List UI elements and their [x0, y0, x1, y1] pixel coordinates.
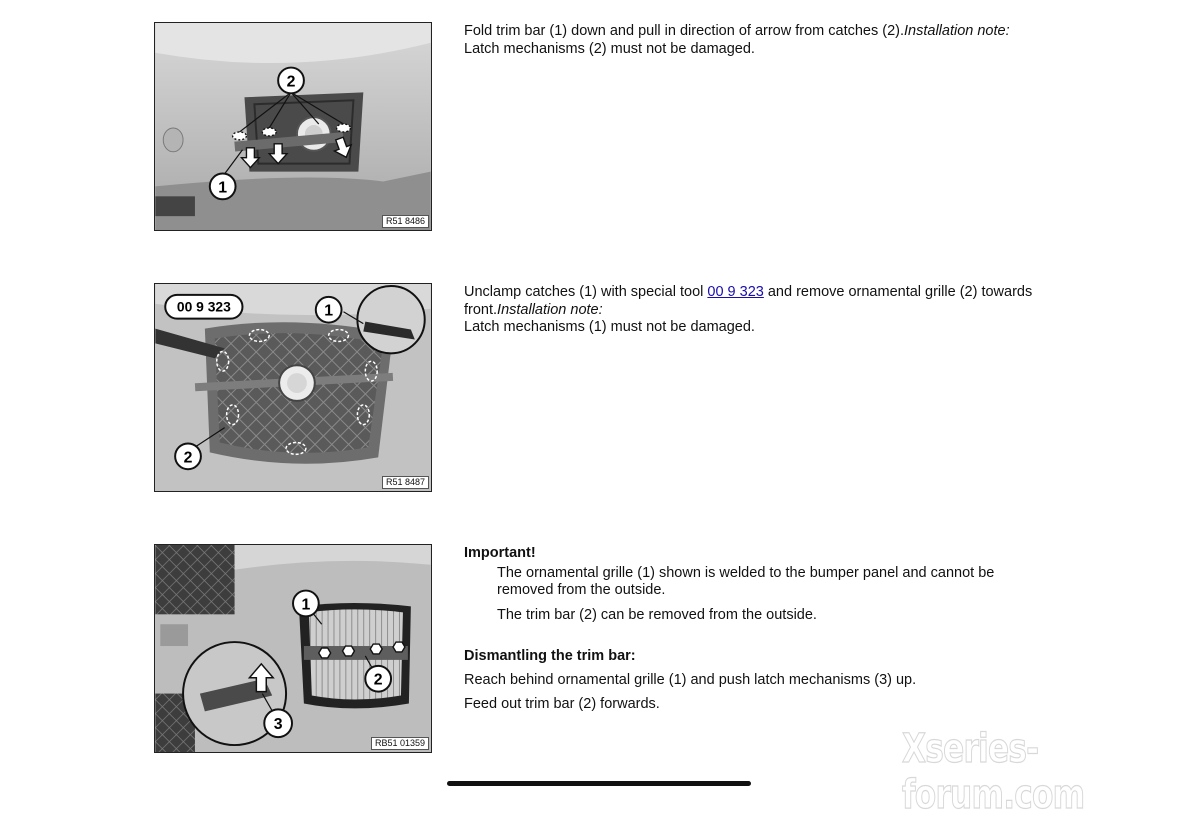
important-label: Important!	[464, 545, 536, 561]
callout-1-label: 1	[301, 596, 311, 614]
step-1-note: Latch mechanisms (2) must not be damaged.	[464, 40, 755, 57]
figure-trim-bar-illustration	[155, 23, 431, 230]
callout-2-label: 2	[286, 73, 296, 91]
step-1-main: Fold trim bar (1) down and pull in direction of arrow from catches (2).	[464, 23, 905, 39]
installation-note-label: Installation note:	[497, 301, 603, 318]
special-tool-link[interactable]: 00 9 323	[707, 284, 764, 300]
site-watermark: Xseries-forum.com	[902, 726, 1085, 818]
figure-grille-illustration	[155, 284, 431, 491]
important-line-1: The ornamental grille (1) shown is welded to the bumper panel and cannot be removed from the outside.	[497, 564, 995, 598]
callout-1-label: 1	[324, 302, 334, 320]
figure-code: R51 8487	[382, 476, 429, 489]
step-3-text	[464, 545, 1054, 714]
callout-3-label: 3	[273, 716, 283, 734]
home-indicator[interactable]	[447, 781, 751, 786]
tool-callout-label: 00 9 323	[176, 298, 231, 315]
figure-latch	[154, 544, 432, 753]
figure-trim-bar	[154, 22, 432, 231]
step-1-instruction	[464, 23, 1054, 41]
callout-2-label: 2	[373, 671, 383, 689]
figure-grille	[154, 283, 432, 492]
callout-1-label: 1	[218, 179, 228, 197]
step-2-pre: Unclamp catches (1) with special tool	[464, 284, 708, 300]
step-2-text	[464, 284, 1054, 337]
figure-latch-illustration	[155, 545, 431, 752]
dismantling-step-1: Reach behind ornamental grille (1) and push latch mechanisms (3) up.	[464, 671, 917, 688]
callout-2-label: 2	[183, 449, 193, 467]
dismantling-heading: Dismantling the trim bar:	[464, 648, 636, 664]
figure-code: R51 8486	[382, 215, 429, 228]
important-line-2: The trim bar (2) can be removed from the outside.	[497, 606, 817, 623]
step-1-text	[464, 23, 1054, 58]
dismantling-step-2: Feed out trim bar (2) forwards.	[464, 696, 660, 712]
figure-code: RB51 01359	[371, 737, 429, 750]
step-2-instruction	[464, 284, 1054, 319]
installation-note-label: Installation note:	[904, 23, 1010, 39]
step-2-note: Latch mechanisms (1) must not be damaged.	[464, 319, 755, 335]
step-2-post: and remove ornamental grille (2) towards front.	[464, 284, 1033, 318]
